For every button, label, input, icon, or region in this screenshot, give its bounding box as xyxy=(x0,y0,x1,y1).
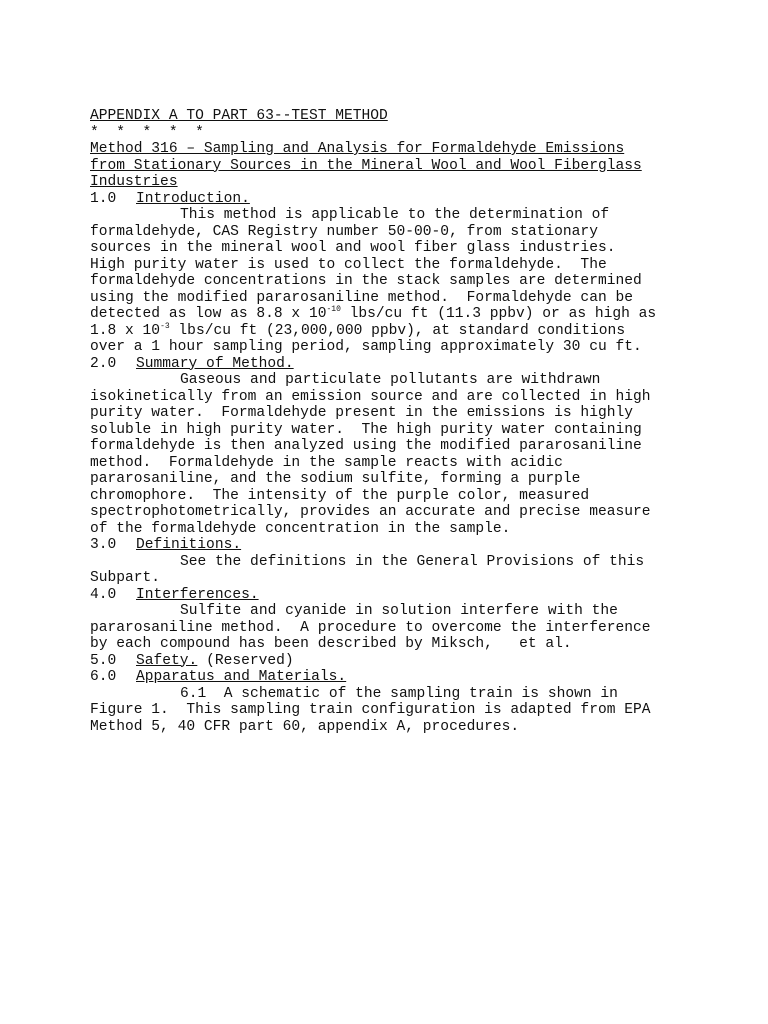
document-body xyxy=(90,108,750,735)
paragraph-line: over a 1 hour sampling period, sampling approximately 30 cu ft. xyxy=(90,339,642,355)
paragraph-line: purity water. Formaldehyde present in the emissions is highly xyxy=(90,405,633,421)
paragraph-line: formaldehyde concentrations in the stack samples are determined xyxy=(90,273,642,289)
method-title-line: from Stationary Sources in the Mineral Wool and Wool Fiberglass xyxy=(90,157,642,174)
paragraph-line: spectrophotometrically, provides an accurate and precise measure xyxy=(90,504,651,520)
paragraph-line: pararosaniline, and the sodium sulfite, forming a purple xyxy=(90,471,581,487)
section-title: Introduction. xyxy=(136,190,250,207)
paragraph-line: using the modified pararosaniline method. Formaldehyde can be xyxy=(90,289,633,306)
section-title: Interferences. xyxy=(136,586,259,603)
section-heading-definitions xyxy=(90,537,750,554)
paragraph-line: soluble in high purity water. The high purity water containing xyxy=(90,421,642,438)
section-number: 6.0 xyxy=(90,669,117,685)
section-title: Definitions. xyxy=(136,537,242,553)
paragraph-line: This method is applicable to the determination of xyxy=(180,207,610,223)
asterisks-separator: * * * * * xyxy=(90,124,204,141)
section-heading-safety xyxy=(90,653,750,670)
section-heading-apparatus xyxy=(90,669,750,686)
paragraph-line: 6.1 A schematic of the sampling train is shown in xyxy=(180,685,618,702)
exponent: -10 xyxy=(326,305,341,314)
paragraph-line: isokinetically from an emission source and are collected in high xyxy=(90,388,651,405)
paragraph-line: of the formaldehyde concentration in the sample. xyxy=(90,520,511,537)
section-note: (Reserved) xyxy=(197,652,294,669)
paragraph-line: Method 5, 40 CFR part 60, appendix A, procedures. xyxy=(90,718,520,735)
section-title: Apparatus and Materials. xyxy=(136,669,347,685)
paragraph-line: method. Formaldehyde in the sample reacts with acidic xyxy=(90,454,563,471)
section-number: 5.0 xyxy=(90,652,117,669)
section-number: 2.0 xyxy=(90,355,117,372)
paragraph-line: formaldehyde is then analyzed using the modified pararosaniline xyxy=(90,438,642,454)
section-heading-introduction xyxy=(90,191,750,208)
paragraph-line: sources in the mineral wool and wool fiber glass industries. xyxy=(90,240,616,256)
paragraph-line: 1.8 x $10^{-3}$ lbs/cu ft (23,000,000 ppbv), at standard conditions xyxy=(90,321,626,339)
method-title-line: Industries xyxy=(90,174,178,190)
paragraph-line: See the definitions in the General Provisions of this xyxy=(180,553,645,570)
paragraph-line: pararosaniline method. A procedure to overcome the interference xyxy=(90,619,651,636)
paragraph-line: Subpart. xyxy=(90,570,161,586)
paragraph-line: Figure 1. This sampling train configuration is adapted from EPA xyxy=(90,702,651,718)
paragraph-line: Sulfite and cyanide in solution interfere with the xyxy=(180,603,618,619)
paragraph-line: chromophore. The intensity of the purple color, measured xyxy=(90,487,590,504)
paragraph-line: by each compound has been described by Miksch, et al. xyxy=(90,636,572,652)
appendix-heading: APPENDIX A TO PART 63--TEST METHOD xyxy=(90,108,388,124)
paragraph-line: detected as low as 8.8 x $10^{-10}$ lbs/cu ft (11.3 ppbv) or as high as xyxy=(90,305,657,322)
section-number: 4.0 xyxy=(90,586,117,603)
section-number: 3.0 xyxy=(90,537,117,553)
section-number: 1.0 xyxy=(90,190,117,207)
paragraph-line: formaldehyde, CAS Registry number 50-00-0, from stationary xyxy=(90,223,598,240)
section-title: Summary of Method. xyxy=(136,355,294,372)
paragraph-line: Gaseous and particulate pollutants are withdrawn xyxy=(180,372,601,388)
section-heading-summary xyxy=(90,356,750,373)
exponent: -3 xyxy=(160,321,170,331)
method-title-line: Method 316 – Sampling and Analysis for Formaldehyde Emissions xyxy=(90,141,625,157)
paragraph-line: High purity water is used to collect the formaldehyde. The xyxy=(90,256,607,273)
section-title: Safety. xyxy=(136,652,198,669)
section-heading-interferences xyxy=(90,587,750,604)
